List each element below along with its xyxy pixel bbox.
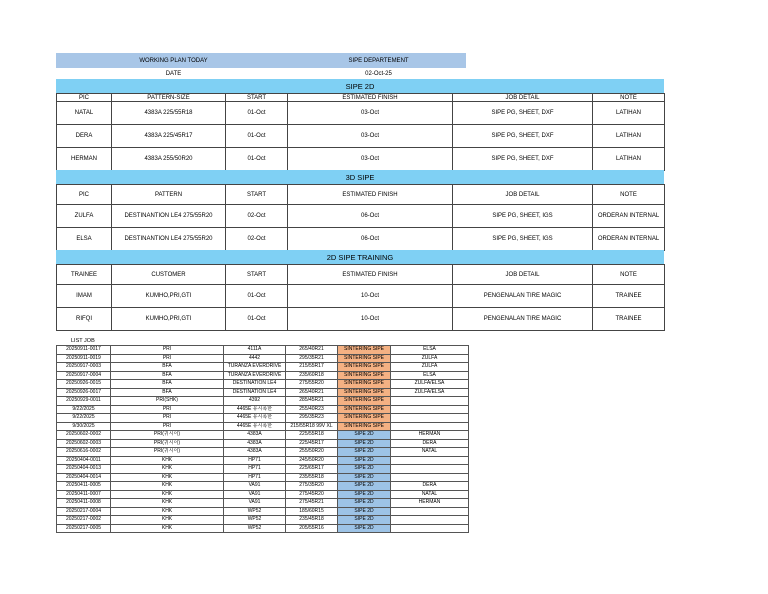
cell-pattern: VA91 <box>224 482 286 491</box>
cell-customer: KHK <box>111 465 224 474</box>
cell-job-detail: SIPE PG, SHEET, DXF <box>453 102 593 125</box>
section-title-sipe-2d: SIPE 2D <box>56 79 664 93</box>
cell-pattern: 4383A <box>224 431 286 440</box>
cell-pic <box>391 465 469 474</box>
cell-job-number: 20250404-0013 <box>57 465 111 474</box>
list-job-row <box>57 456 469 465</box>
3d-sipe-table <box>56 184 665 251</box>
cell-customer: KUMHO,PRI,GTI <box>112 308 226 331</box>
table-header-row <box>57 265 665 285</box>
cell-pattern: 4465E 유시폭한 <box>224 422 286 431</box>
cell-job-detail: SIPE PG, SHEET, IGS <box>453 228 593 251</box>
cell-job-number: 20250917-0003 <box>57 363 111 372</box>
cell-pattern: DESTINANTION LE4 275/55R20 <box>112 205 226 228</box>
list-job-row <box>57 388 469 397</box>
column-header: PATTERN-SIZE <box>112 94 226 102</box>
cell-pic: NATAL <box>391 448 469 457</box>
cell-job-number: 20250911-0019 <box>57 354 111 363</box>
list-job-row <box>57 346 469 355</box>
cell-size: 285/45R21 <box>286 397 338 406</box>
cell-customer: BFA <box>111 363 224 372</box>
cell-customer: KHK <box>111 524 224 533</box>
cell-status: SINTERING SIPE <box>338 414 391 423</box>
sipe-2d-table <box>56 93 665 171</box>
cell-trainee: IMAM <box>57 285 112 308</box>
column-header: ESTIMATED FINISH <box>288 185 453 205</box>
cell-job-detail: PENGENALAN TIRE MAGIC <box>453 285 593 308</box>
cell-size: 225/65R17 <box>286 465 338 474</box>
cell-size: 225/55R18 <box>286 431 338 440</box>
cell-pic <box>391 516 469 525</box>
cell-customer: PRI(귀시이) <box>111 431 224 440</box>
cell-status: SIPE 2D <box>338 499 391 508</box>
cell-pattern: HP71 <box>224 465 286 474</box>
cell-job-number: 20250616-0002 <box>57 448 111 457</box>
department-header: SIPE DEPARTEMENT <box>291 53 466 68</box>
cell-job-number: 20250217-0004 <box>57 507 111 516</box>
cell-finish: 10-Oct <box>288 308 453 331</box>
cell-finish: 10-Oct <box>288 285 453 308</box>
cell-size: 295/35R23 <box>286 414 338 423</box>
cell-customer: KHK <box>111 456 224 465</box>
list-job-row <box>57 422 469 431</box>
cell-status: SIPE 2D <box>338 516 391 525</box>
cell-pic: ZULFA/ELSA <box>391 380 469 389</box>
cell-customer: BFA <box>111 371 224 380</box>
cell-size: 265/40R21 <box>286 388 338 397</box>
list-job-row <box>57 473 469 482</box>
cell-pic: DERA <box>391 482 469 491</box>
cell-job-number: 20250602-0003 <box>57 439 111 448</box>
list-job-label: LIST JOB <box>71 338 95 344</box>
cell-pattern: 4111A <box>224 346 286 355</box>
cell-pattern: 4392 <box>224 397 286 406</box>
cell-job-number: 20250411-0005 <box>57 482 111 491</box>
column-header: PIC <box>57 94 112 102</box>
cell-job-number: 20250217-0005 <box>57 524 111 533</box>
cell-start: 01-Oct <box>226 148 288 171</box>
cell-pic: ELSA <box>391 371 469 380</box>
cell-finish: 03-Oct <box>288 102 453 125</box>
cell-job-detail: PENGENALAN TIRE MAGIC <box>453 308 593 331</box>
cell-job-number: 20250217-0002 <box>57 516 111 525</box>
list-job-row <box>57 490 469 499</box>
cell-status: SIPE 2D <box>338 507 391 516</box>
column-header: JOB DETAIL <box>453 185 593 205</box>
cell-pic <box>391 524 469 533</box>
cell-job-number: 20250602-0002 <box>57 431 111 440</box>
column-header: ESTIMATED FINISH <box>288 265 453 285</box>
list-job-row <box>57 397 469 406</box>
date-label: DATE <box>165 70 182 77</box>
cell-status: SIPE 2D <box>338 473 391 482</box>
column-header: START <box>226 94 288 102</box>
cell-pic: HERMAN <box>391 499 469 508</box>
cell-note: ORDERAN INTERNAL <box>593 228 665 251</box>
cell-pattern: DESTINANTION LE4 275/55R20 <box>112 228 226 251</box>
cell-pattern: WP52 <box>224 524 286 533</box>
cell-size: 255/50R20 <box>286 448 338 457</box>
column-header: TRAINEE <box>57 265 112 285</box>
cell-customer: KHK <box>111 490 224 499</box>
cell-status: SINTERING SIPE <box>338 422 391 431</box>
cell-pattern: TURANZA EVERDRIVE <box>224 363 286 372</box>
cell-customer: KHK <box>111 507 224 516</box>
column-header: PATTERN <box>112 185 226 205</box>
column-header: CUSTOMER <box>112 265 226 285</box>
cell-start: 02-Oct <box>226 205 288 228</box>
cell-job-number: 9/30/2025 <box>57 422 111 431</box>
list-job-row <box>57 482 469 491</box>
cell-customer: BFA <box>111 388 224 397</box>
cell-size: 225/45R17 <box>286 439 338 448</box>
cell-status: SIPE 2D <box>338 490 391 499</box>
cell-pattern: VA91 <box>224 499 286 508</box>
cell-status: SIPE 2D <box>338 482 391 491</box>
cell-customer: KUMHO,PRI,GTI <box>112 285 226 308</box>
cell-job-number: 20250917-0004 <box>57 371 111 380</box>
cell-pic <box>391 414 469 423</box>
cell-pic <box>391 422 469 431</box>
cell-size: 235/55R18 <box>286 473 338 482</box>
cell-customer: KHK <box>111 482 224 491</box>
cell-customer: PRI <box>111 346 224 355</box>
cell-job-number: 20250411-0008 <box>57 499 111 508</box>
cell-pic: HERMAN <box>57 148 112 171</box>
cell-job-number: 9/22/2025 <box>57 405 111 414</box>
cell-status: SINTERING SIPE <box>338 346 391 355</box>
list-job-row <box>57 439 469 448</box>
cell-customer: PRI(SHK) <box>111 397 224 406</box>
cell-pattern: VA91 <box>224 490 286 499</box>
cell-start: 01-Oct <box>226 102 288 125</box>
cell-job-number: 20250411-0007 <box>57 490 111 499</box>
column-header: JOB DETAIL <box>453 94 593 102</box>
cell-job-detail: SIPE PG, SHEET, DXF <box>453 125 593 148</box>
cell-customer: PRI <box>111 422 224 431</box>
cell-size: 295/35R21 <box>286 354 338 363</box>
cell-size: 275/55R20 <box>286 380 338 389</box>
cell-pic: DERA <box>57 125 112 148</box>
cell-pattern: HP71 <box>224 473 286 482</box>
cell-pic: NATAL <box>57 102 112 125</box>
cell-pattern: 4465E 유시폭한 <box>224 405 286 414</box>
cell-pic: ZULFA <box>391 354 469 363</box>
cell-pic: DERA <box>391 439 469 448</box>
table-row <box>57 102 665 125</box>
cell-customer: BFA <box>111 380 224 389</box>
cell-size: 235/60R18 <box>286 371 338 380</box>
cell-pattern: 4383A <box>224 448 286 457</box>
cell-job-number: 9/22/2025 <box>57 414 111 423</box>
cell-pattern: HP71 <box>224 456 286 465</box>
column-header: JOB DETAIL <box>453 265 593 285</box>
cell-job-number: 20250404-0014 <box>57 473 111 482</box>
cell-job-detail: SIPE PG, SHEET, IGS <box>453 205 593 228</box>
cell-pic: NATAL <box>391 490 469 499</box>
2d-sipe-training-table <box>56 264 665 331</box>
section-title-2d-sipe-training: 2D SIPE TRAINING <box>56 250 664 264</box>
cell-pattern: 4383A <box>224 439 286 448</box>
cell-pic <box>391 473 469 482</box>
cell-pic <box>391 405 469 414</box>
list-job-row <box>57 465 469 474</box>
cell-start: 01-Oct <box>226 125 288 148</box>
cell-size: 185/60R15 <box>286 507 338 516</box>
cell-pic: ELSA <box>391 346 469 355</box>
cell-note: ORDERAN INTERNAL <box>593 205 665 228</box>
column-header: START <box>226 265 288 285</box>
cell-status: SINTERING SIPE <box>338 380 391 389</box>
cell-job-number: 20250926-0017 <box>57 388 111 397</box>
working-plan-header: WORKING PLAN TODAY <box>56 53 291 68</box>
cell-status: SINTERING SIPE <box>338 354 391 363</box>
cell-job-number: 20250929-0011 <box>57 397 111 406</box>
cell-customer: KHK <box>111 516 224 525</box>
cell-finish: 06-Oct <box>288 228 453 251</box>
cell-size: 245/50R20 <box>286 456 338 465</box>
column-header: NOTE <box>593 94 665 102</box>
list-job-row <box>57 524 469 533</box>
table-row <box>57 285 665 308</box>
column-header: START <box>226 185 288 205</box>
cell-pattern: DESTINATION LE4 <box>224 388 286 397</box>
list-job-row <box>57 516 469 525</box>
cell-finish: 06-Oct <box>288 205 453 228</box>
cell-finish: 03-Oct <box>288 148 453 171</box>
cell-pattern: DESTINATION LE4 <box>224 380 286 389</box>
cell-pattern: WP52 <box>224 516 286 525</box>
list-job-table <box>56 345 469 533</box>
cell-status: SINTERING SIPE <box>338 371 391 380</box>
cell-customer: PRI(귀시이) <box>111 448 224 457</box>
column-header: PIC <box>57 185 112 205</box>
cell-pattern: TURANZA EVERDRIVE <box>224 371 286 380</box>
cell-size: 215/55R17 <box>286 363 338 372</box>
section-title-3d-sipe: 3D SIPE <box>56 170 664 184</box>
table-row <box>57 308 665 331</box>
cell-customer: PRI <box>111 354 224 363</box>
cell-pic <box>391 397 469 406</box>
cell-customer: KHK <box>111 473 224 482</box>
list-job-row <box>57 507 469 516</box>
cell-status: SIPE 2D <box>338 456 391 465</box>
cell-pic: ZULFA <box>57 205 112 228</box>
cell-pattern: WP52 <box>224 507 286 516</box>
cell-pic: ELSA <box>57 228 112 251</box>
cell-status: SINTERING SIPE <box>338 363 391 372</box>
table-row <box>57 205 665 228</box>
table-row <box>57 125 665 148</box>
cell-status: SIPE 2D <box>338 524 391 533</box>
column-header: NOTE <box>593 265 665 285</box>
cell-start: 01-Oct <box>226 308 288 331</box>
cell-customer: KHK <box>111 499 224 508</box>
column-header: NOTE <box>593 185 665 205</box>
cell-pattern: 4465E 유시폭한 <box>224 414 286 423</box>
cell-note: LATIHAN <box>593 125 665 148</box>
cell-size: 275/45R20 <box>286 490 338 499</box>
cell-job-number: 20250926-0015 <box>57 380 111 389</box>
cell-pattern: 4442 <box>224 354 286 363</box>
list-job-row <box>57 414 469 423</box>
cell-status: SIPE 2D <box>338 439 391 448</box>
cell-job-number: 20250404-0011 <box>57 456 111 465</box>
cell-note: TRAINEE <box>593 308 665 331</box>
cell-pattern: 4383A 255/50R20 <box>112 148 226 171</box>
date-value: 02-Oct-25 <box>365 70 392 77</box>
cell-status: SIPE 2D <box>338 431 391 440</box>
cell-customer: PRI <box>111 405 224 414</box>
cell-pic <box>391 507 469 516</box>
cell-start: 02-Oct <box>226 228 288 251</box>
cell-pattern: 4383A 225/55R18 <box>112 102 226 125</box>
cell-size: 275/45R21 <box>286 499 338 508</box>
cell-trainee: RIFQI <box>57 308 112 331</box>
cell-pattern: 4383A 225/45R17 <box>112 125 226 148</box>
cell-status: SINTERING SIPE <box>338 397 391 406</box>
cell-job-number: 20250911-0017 <box>57 346 111 355</box>
cell-note: LATIHAN <box>593 148 665 171</box>
cell-status: SIPE 2D <box>338 465 391 474</box>
cell-pic: HERMAN <box>391 431 469 440</box>
cell-customer: PRI <box>111 414 224 423</box>
column-header: ESTIMATED FINISH <box>288 94 453 102</box>
table-row <box>57 228 665 251</box>
cell-size: 265/40R21 <box>286 346 338 355</box>
list-job-row <box>57 499 469 508</box>
cell-status: SIPE 2D <box>338 448 391 457</box>
cell-size: 255/40R23 <box>286 405 338 414</box>
cell-status: SINTERING SIPE <box>338 405 391 414</box>
cell-size: 205/55R16 <box>286 524 338 533</box>
table-row <box>57 148 665 171</box>
cell-size: 215/55R18 99V XL <box>286 422 338 431</box>
cell-job-detail: SIPE PG, SHEET, DXF <box>453 148 593 171</box>
cell-status: SINTERING SIPE <box>338 388 391 397</box>
list-job-row <box>57 354 469 363</box>
list-job-row <box>57 371 469 380</box>
cell-size: 275/35R20 <box>286 482 338 491</box>
cell-start: 01-Oct <box>226 285 288 308</box>
cell-pic: ZULFA/ELSA <box>391 388 469 397</box>
cell-finish: 03-Oct <box>288 125 453 148</box>
list-job-row <box>57 380 469 389</box>
cell-customer: PRI(귀시이) <box>111 439 224 448</box>
cell-note: LATIHAN <box>593 102 665 125</box>
cell-note: TRAINEE <box>593 285 665 308</box>
list-job-row <box>57 363 469 372</box>
table-header-row <box>57 94 665 102</box>
cell-size: 235/45R18 <box>286 516 338 525</box>
cell-pic: ZULFA <box>391 363 469 372</box>
list-job-row <box>57 448 469 457</box>
list-job-row <box>57 431 469 440</box>
table-header-row <box>57 185 665 205</box>
list-job-row <box>57 405 469 414</box>
cell-pic <box>391 456 469 465</box>
